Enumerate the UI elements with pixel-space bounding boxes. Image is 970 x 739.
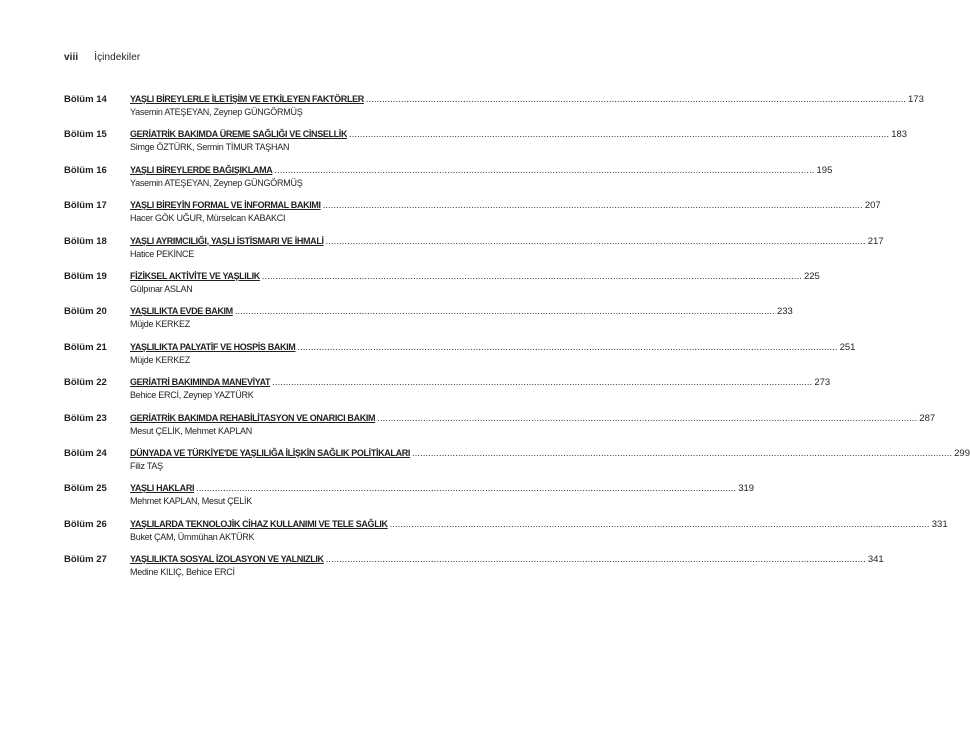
chapter-authors: Yasemin ATEŞEYAN, Zeynep GÜNGÖRMÜŞ [130, 107, 303, 117]
dot-leader: ........................................................................................................................................................................................................ [274, 164, 815, 175]
chapter-authors: Müjde KERKEZ [130, 354, 191, 365]
chapter-label: Bölüm 22 [64, 377, 107, 389]
toc-entry[interactable] [64, 235, 884, 270]
chapter-title[interactable]: GERİATRİK BAKIMDA REHABİLİTASYON VE ONARICI BAKIM [130, 412, 376, 423]
chapter-authors: Behice ERCİ, Zeynep YAZTÜRK [130, 390, 254, 401]
chapter-title[interactable]: DÜNYADA VE TÜRKİYE'DE YAŞLILIĞA İLİŞKİN SAĞLIK POLİTİKALARI [130, 447, 411, 458]
chapter-page: 225 [803, 270, 820, 282]
dot-leader: ........................................................................................................................................................................................................ [261, 270, 802, 281]
chapter-label: Bölüm 14 [64, 94, 107, 105]
chapter-label: Bölüm 18 [64, 235, 107, 247]
chapter-page: 195 [816, 164, 833, 176]
chapter-label: Bölüm 26 [64, 518, 107, 530]
chapter-label: Bölüm 20 [64, 306, 107, 318]
toc-entry[interactable] [64, 482, 755, 517]
chapter-page: 217 [867, 235, 884, 247]
dot-leader: ........................................................................................................................................................................................................ [196, 483, 737, 494]
chapter-label: Bölüm 24 [64, 447, 107, 459]
dot-leader: ........................................................................................................................................................................................................ [349, 129, 890, 140]
toc-entry[interactable] [64, 164, 833, 199]
toc-entry[interactable] [64, 553, 884, 588]
chapter-label: Bölüm 25 [64, 483, 107, 495]
toc-entry[interactable] [64, 412, 936, 447]
chapter-authors: Buket ÇAM, Ümmühan AKTÜRK [130, 531, 255, 542]
chapter-title[interactable]: GERİATRİK BAKIMDA ÜREME SAĞLIĞI VE CİNSELLİK [130, 129, 348, 140]
chapter-authors: Yasemin ATEŞEYAN, Zeynep GÜNGÖRMÜŞ [130, 177, 303, 188]
chapter-title[interactable]: YAŞLI AYRIMCILIĞI, YAŞLI İSTİSMARI VE İHMALİ [130, 235, 324, 246]
chapter-title[interactable]: YAŞLI BİREYLERDE BAĞIŞIKLAMA [130, 164, 273, 175]
chapter-authors: Gülpınar ASLAN [130, 283, 193, 294]
chapter-page: 287 [919, 412, 936, 424]
chapter-authors: Hacer GÖK UĞUR, Mürselcan KABAKCI [130, 213, 286, 224]
dot-leader: ........................................................................................................................................................................................................ [412, 447, 953, 458]
chapter-page: 319 [738, 483, 755, 495]
dot-leader: ........................................................................................................................................................................................................ [325, 235, 866, 246]
chapter-label: Bölüm 27 [64, 554, 107, 566]
chapter-authors: Müjde KERKEZ [130, 319, 191, 330]
chapter-page: 341 [867, 554, 884, 566]
chapter-page: 183 [891, 129, 908, 141]
table-of-contents [64, 93, 970, 588]
chapter-title[interactable]: YAŞLI BİREYİN FORMAL VE İNFORMAL BAKIMI [130, 200, 321, 211]
chapter-page: 173 [908, 94, 924, 105]
chapter-authors: Mehmet KAPLAN, Mesut ÇELİK [130, 496, 253, 507]
chapter-label: Bölüm 17 [64, 200, 107, 212]
dot-leader: ........................................................................................................................................................................................................ [272, 377, 813, 388]
toc-entry[interactable] [64, 270, 820, 305]
chapter-page: 251 [839, 341, 856, 353]
toc-entry[interactable] [64, 518, 948, 553]
chapter-title[interactable]: YAŞLI BİREYLERLE İLETİŞİM VE ETKİLEYEN FAKTÖRLER [130, 94, 364, 104]
running-head [64, 52, 140, 63]
chapter-page: 273 [814, 377, 831, 389]
chapter-authors: Simge ÖZTÜRK, Sermin TİMUR TAŞHAN [130, 142, 290, 153]
chapter-title[interactable]: YAŞLILIKTA EVDE BAKIM [130, 306, 233, 317]
dot-leader: ........................................................................................................................................................................................................ [325, 554, 866, 565]
chapter-label: Bölüm 19 [64, 270, 107, 282]
toc-entry[interactable] [64, 376, 831, 411]
toc-entry[interactable] [64, 341, 856, 376]
chapter-authors: Filiz TAŞ [130, 460, 163, 471]
chapter-label: Bölüm 16 [64, 164, 107, 176]
dot-leader: ........................................................................................................................................................................................................ [389, 518, 930, 529]
chapter-authors: Hatice PEKİNCE [130, 248, 195, 259]
chapter-label: Bölüm 23 [64, 412, 107, 424]
dot-leader: ........................................................................................................................................................................................................ [234, 306, 775, 317]
chapter-title[interactable]: FİZİKSEL AKTİVİTE VE YAŞLILIK [130, 270, 260, 281]
chapter-label: Bölüm 15 [64, 129, 107, 141]
dot-leader: ........................................................................................................................................................................................................ [377, 412, 918, 423]
toc-entry[interactable] [64, 199, 881, 234]
chapter-authors: Medine KILIÇ, Behice ERCİ [130, 567, 235, 578]
chapter-title[interactable]: YAŞLI HAKLARI [130, 483, 195, 494]
dot-leader: ........................................................................................................................................................................................................ [297, 341, 838, 352]
toc-entry[interactable] [64, 93, 924, 128]
chapter-page: 233 [776, 306, 793, 318]
chapter-page: 207 [864, 200, 881, 212]
page-number: viii [64, 52, 79, 63]
chapter-title[interactable]: GERİATRİ BAKIMINDA MANEVİYAT [130, 377, 271, 388]
section-title: İçindekiler [94, 52, 141, 63]
chapter-authors: Mesut ÇELİK, Mehmet KAPLAN [130, 425, 253, 436]
chapter-page: 331 [931, 518, 948, 530]
toc-entry[interactable] [64, 128, 908, 163]
toc-entry[interactable] [64, 447, 970, 482]
chapter-title[interactable]: YAŞLILARDA TEKNOLOJİK CİHAZ KULLANIMI VE TELE SAĞLIK [130, 518, 388, 529]
toc-entry[interactable] [64, 305, 793, 340]
chapter-title[interactable]: YAŞLILIKTA SOSYAL İZOLASYON VE YALNIZLIK [130, 554, 324, 565]
chapter-title[interactable]: YAŞLILIKTA PALYATİF VE HOSPİS BAKIM [130, 341, 296, 352]
dot-leader: ........................................................................................................................................................................................................ [322, 200, 863, 211]
chapter-page: 299 [954, 447, 970, 459]
dot-leader: ........................................................................................................................................................................................................ [365, 94, 907, 104]
chapter-label: Bölüm 21 [64, 341, 107, 353]
